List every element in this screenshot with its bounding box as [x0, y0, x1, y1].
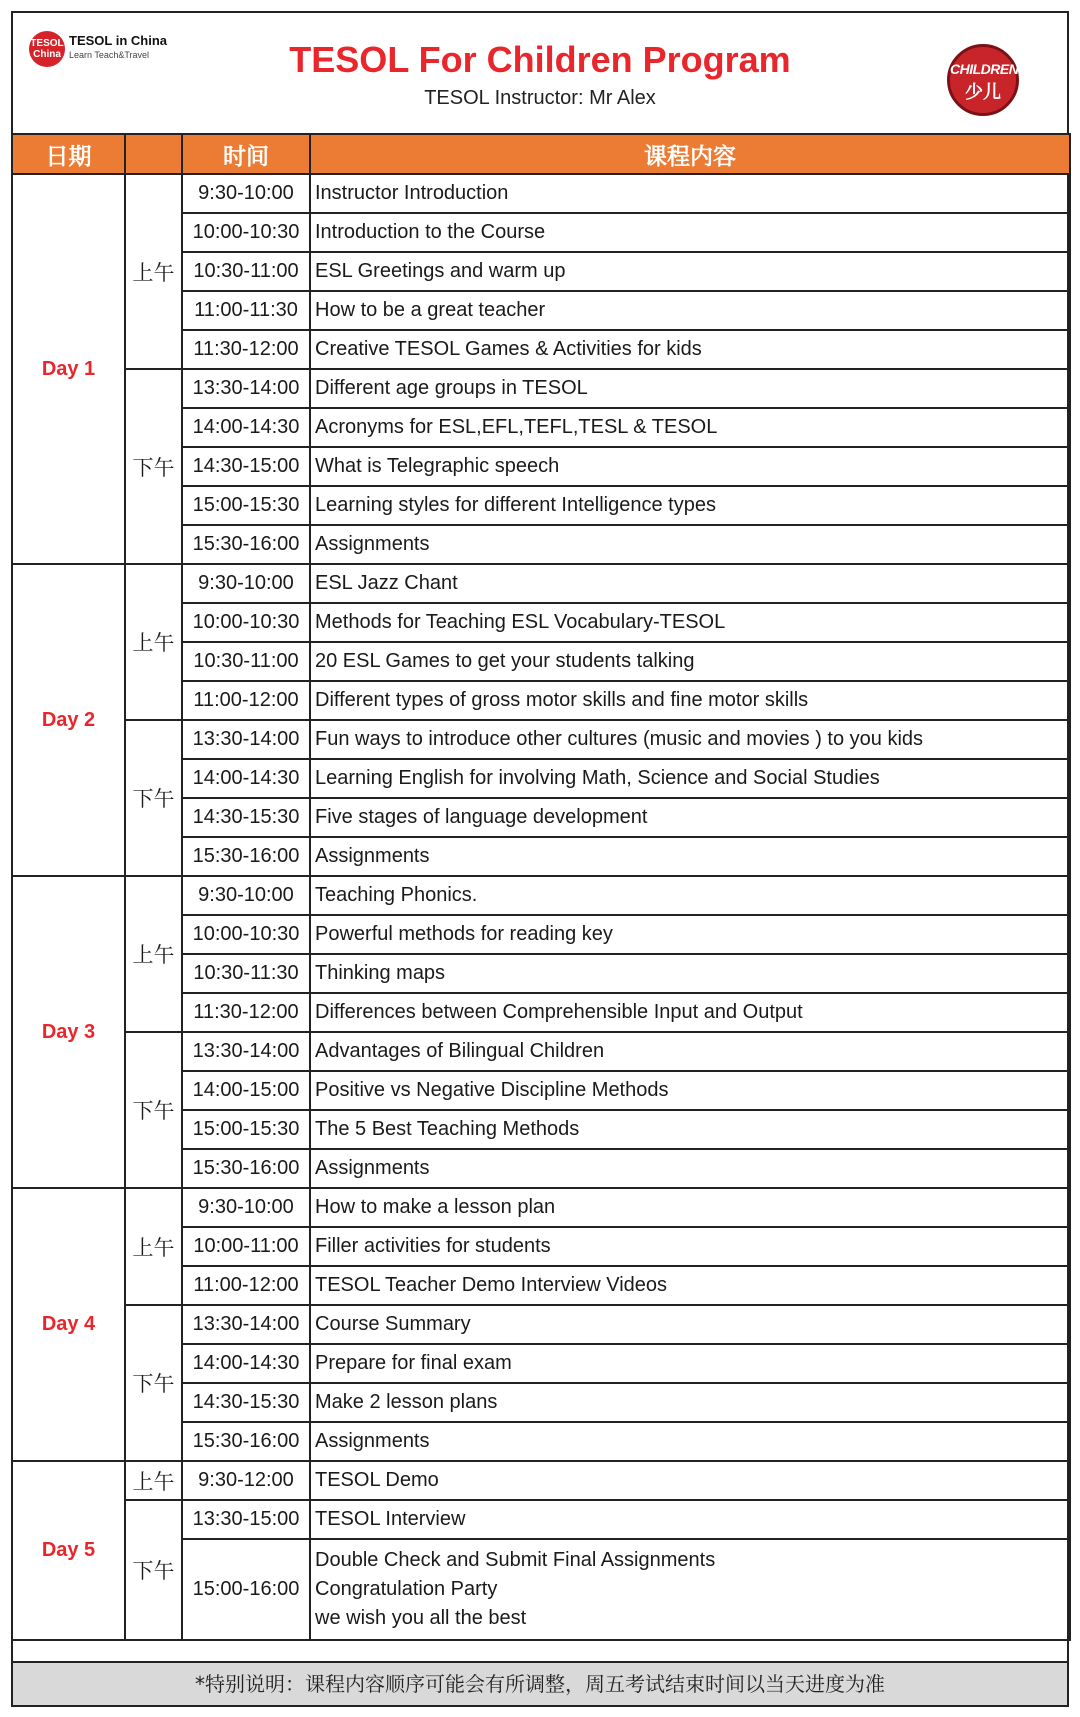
- table-row: [12, 1305, 1070, 1344]
- time-cell: 15:00-15:30: [182, 486, 310, 525]
- day-label: Day 5: [12, 1461, 125, 1640]
- time-cell: 14:30-15:30: [182, 798, 310, 837]
- logo-slogan: Learn Teach&Travel: [69, 50, 150, 60]
- table-row: [12, 1188, 1070, 1227]
- content-cell: Filler activities for students: [310, 1227, 1070, 1266]
- content-cell: How to be a great teacher: [310, 291, 1070, 330]
- time-cell: 13:30-14:00: [182, 1032, 310, 1071]
- time-cell: 14:00-14:30: [182, 759, 310, 798]
- content-cell: Instructor Introduction: [310, 174, 1070, 213]
- content-cell: Assignments: [310, 1149, 1070, 1188]
- period-label: 上午: [125, 876, 182, 1032]
- column-header-content: 课程内容: [310, 134, 1070, 174]
- table-row: [12, 1500, 1070, 1539]
- time-cell: 14:30-15:00: [182, 447, 310, 486]
- period-label: 下午: [125, 1032, 182, 1188]
- column-header-blank: [125, 134, 182, 174]
- instructor-line: TESOL Instructor: Mr Alex: [424, 87, 656, 109]
- table-row: [12, 876, 1070, 915]
- table-row: [12, 720, 1070, 759]
- content-cell: 20 ESL Games to get your students talking: [310, 642, 1070, 681]
- content-cell: Learning English for involving Math, Science and Social Studies: [310, 759, 1070, 798]
- badge-zh: 少儿: [965, 82, 1001, 103]
- time-cell: 11:00-11:30: [182, 291, 310, 330]
- time-cell: 15:30-16:00: [182, 1149, 310, 1188]
- content-cell: Powerful methods for reading key: [310, 915, 1070, 954]
- day-label: Day 1: [12, 174, 125, 564]
- time-cell: 11:00-12:00: [182, 1266, 310, 1305]
- period-label: 下午: [125, 720, 182, 876]
- content-cell: Introduction to the Course: [310, 213, 1070, 252]
- logo-name: TESOL in China: [69, 33, 167, 48]
- time-cell: 11:30-12:00: [182, 330, 310, 369]
- time-cell: 10:00-11:00: [182, 1227, 310, 1266]
- content-cell: Methods for Teaching ESL Vocabulary-TESOL: [310, 603, 1070, 642]
- table-row: [12, 1032, 1070, 1071]
- content-line: Double Check and Submit Final Assignments: [315, 1549, 716, 1571]
- content-cell: Positive vs Negative Discipline Methods: [310, 1071, 1070, 1110]
- content-cell: Assignments: [310, 525, 1070, 564]
- table-row: [12, 174, 1070, 213]
- content-cell: Acronyms for ESL,EFL,TEFL,TESL & TESOL: [310, 408, 1070, 447]
- day-label: Day 2: [12, 564, 125, 876]
- table-row: [12, 564, 1070, 603]
- schedule-table: [11, 133, 1071, 1641]
- time-cell: 9:30-10:00: [182, 876, 310, 915]
- period-label: 下午: [125, 369, 182, 564]
- time-cell: 14:30-15:30: [182, 1383, 310, 1422]
- content-cell: Assignments: [310, 837, 1070, 876]
- time-cell: 9:30-10:00: [182, 564, 310, 603]
- day-label: Day 4: [12, 1188, 125, 1461]
- content-cell: Learning styles for different Intelligence types: [310, 486, 1070, 525]
- content-cell: TESOL Interview: [310, 1500, 1070, 1539]
- content-cell: How to make a lesson plan: [310, 1188, 1070, 1227]
- children-badge-icon: [947, 44, 1019, 116]
- time-cell: 14:00-15:00: [182, 1071, 310, 1110]
- day-label: Day 3: [12, 876, 125, 1188]
- time-cell: 10:00-10:30: [182, 213, 310, 252]
- header: [11, 11, 1069, 133]
- content-cell: Course Summary: [310, 1305, 1070, 1344]
- time-cell: 11:30-12:00: [182, 993, 310, 1032]
- content-cell: [310, 1539, 1070, 1640]
- time-cell: 10:30-11:30: [182, 954, 310, 993]
- content-cell: TESOL Demo: [310, 1461, 1070, 1500]
- content-cell: TESOL Teacher Demo Interview Videos: [310, 1266, 1070, 1305]
- time-cell: 15:30-16:00: [182, 1422, 310, 1461]
- content-cell: Different age groups in TESOL: [310, 369, 1070, 408]
- time-cell: 13:30-14:00: [182, 1305, 310, 1344]
- content-cell: The 5 Best Teaching Methods: [310, 1110, 1070, 1149]
- content-line: we wish you all the best: [315, 1607, 527, 1629]
- content-cell: Teaching Phonics.: [310, 876, 1070, 915]
- content-cell: ESL Jazz Chant: [310, 564, 1070, 603]
- time-cell: 9:30-12:00: [182, 1461, 310, 1500]
- content-cell: Make 2 lesson plans: [310, 1383, 1070, 1422]
- period-label: 下午: [125, 1305, 182, 1461]
- content-cell: Differences between Comprehensible Input and Output: [310, 993, 1070, 1032]
- content-cell: Creative TESOL Games & Activities for kids: [310, 330, 1070, 369]
- badge-en: CHILDREN: [950, 61, 1019, 77]
- content-cell: Different types of gross motor skills and fine motor skills: [310, 681, 1070, 720]
- time-cell: 10:30-11:00: [182, 642, 310, 681]
- time-cell: 15:00-15:30: [182, 1110, 310, 1149]
- time-cell: 13:30-14:00: [182, 720, 310, 759]
- period-label: 上午: [125, 1461, 182, 1500]
- time-cell: 14:00-14:30: [182, 408, 310, 447]
- content-line: Congratulation Party: [315, 1578, 498, 1600]
- time-cell: 15:30-16:00: [182, 837, 310, 876]
- time-cell: 9:30-10:00: [182, 174, 310, 213]
- time-cell: 15:00-16:00: [182, 1539, 310, 1640]
- content-cell: ESL Greetings and warm up: [310, 252, 1070, 291]
- column-header-time: 时间: [182, 134, 310, 174]
- content-cell: Thinking maps: [310, 954, 1070, 993]
- content-cell: Five stages of language development: [310, 798, 1070, 837]
- period-label: 上午: [125, 564, 182, 720]
- table-header-row: [12, 134, 1070, 174]
- period-label: 上午: [125, 174, 182, 369]
- content-cell: Prepare for final exam: [310, 1344, 1070, 1383]
- page-title: TESOL For Children Program: [289, 39, 791, 80]
- period-label: 上午: [125, 1188, 182, 1305]
- time-cell: 10:00-10:30: [182, 915, 310, 954]
- time-cell: 11:00-12:00: [182, 681, 310, 720]
- time-cell: 15:30-16:00: [182, 525, 310, 564]
- table-row: [12, 369, 1070, 408]
- column-header-date: 日期: [12, 134, 125, 174]
- logo-badge-icon: TESOL China: [29, 31, 65, 67]
- schedule-body: [12, 174, 1070, 1640]
- time-cell: 9:30-10:00: [182, 1188, 310, 1227]
- time-cell: 10:00-10:30: [182, 603, 310, 642]
- content-cell: Fun ways to introduce other cultures (music and movies ) to you kids: [310, 720, 1070, 759]
- content-cell: Assignments: [310, 1422, 1070, 1461]
- time-cell: 13:30-15:00: [182, 1500, 310, 1539]
- time-cell: 14:00-14:30: [182, 1344, 310, 1383]
- period-label: 下午: [125, 1500, 182, 1640]
- time-cell: 10:30-11:00: [182, 252, 310, 291]
- time-cell: 13:30-14:00: [182, 369, 310, 408]
- table-row: [12, 1461, 1070, 1500]
- content-cell: Advantages of Bilingual Children: [310, 1032, 1070, 1071]
- footer-note: *特别说明：课程内容顺序可能会有所调整，周五考试结束时间以当天进度为准: [11, 1661, 1069, 1707]
- content-cell: What is Telegraphic speech: [310, 447, 1070, 486]
